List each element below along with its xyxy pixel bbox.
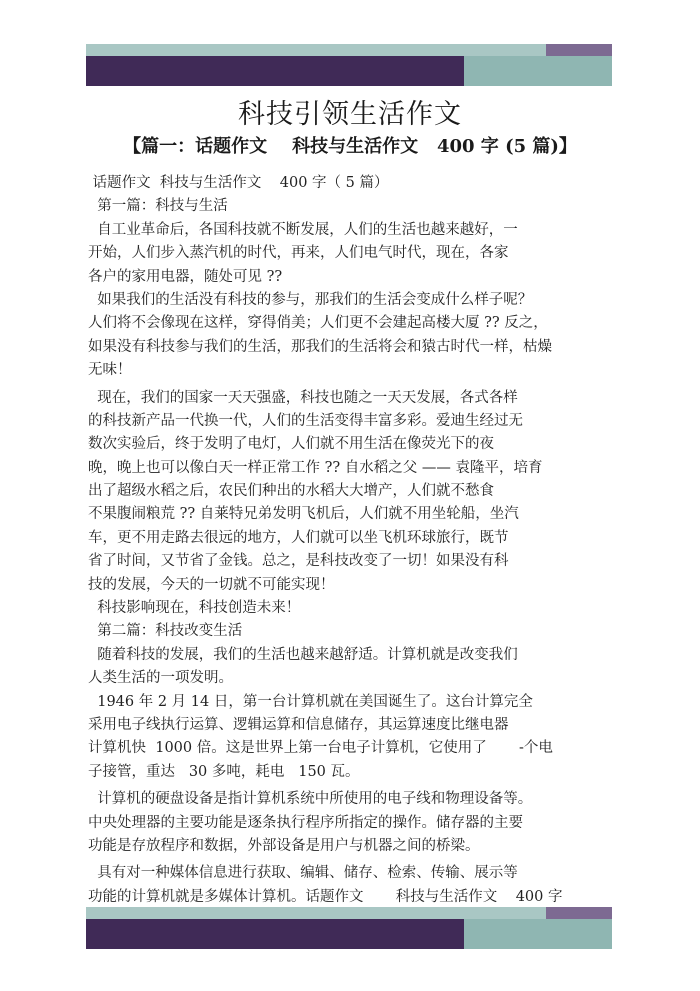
body-line: 采用电子线执行运算、逻辑运算和信息储存，其运算速度比继电器 [88,716,509,733]
body-line: 无味！ [88,362,132,379]
body-line: 如果没有科技参与我们的生活，那我们的生活将会和猿古时代一样，枯燥 [88,338,552,355]
body-line: 车，更不用走路去很远的地方，人们就可以坐飞机环球旅行，既节 [88,529,509,546]
top-band-teal-right [464,56,612,86]
body-line: 功能是存放程序和数据，外部设备是用户与机器之间的桥梁。 [88,837,480,854]
document-title: 科技引领生活作文 [238,99,462,130]
body-line: 第一篇：科技与生活 [88,198,228,215]
body-line: 开始，人们步入蒸汽机的时代，再来，人们电气时代，现在，各家 [88,245,509,262]
body-line: 自工业革命后，各国科技就不断发展，人们的生活也越来越好，一 [88,221,518,238]
top-band-purple-small [546,44,612,56]
body-line: 省了时间，又节省了金钱。总之，是科技改变了一切！如果没有科 [88,553,509,570]
body-line: 科技影响现在，科技创造未来！ [88,600,301,617]
bottom-band-purple-large [86,919,464,949]
body-line: 功能的计算机就是多媒体计算机。话题作文 科技与生活作文 400 字 [88,888,563,905]
document-subtitle: 【篇一：话题作文 科技与生活作文 400 字 (5 篇)】 [123,136,577,157]
bottom-band-purple-small [546,907,612,919]
body-line: 数次实验后，终于发明了电灯，人们就不用生活在像荧光下的夜 [88,436,494,453]
body-line: 晚，晚上也可以像白天一样正常工作 ?? 自水稻之父 —— 袁隆平，培育 [88,459,543,476]
body-line: 随着科技的发展，我们的生活也越来越舒适。计算机就是改变我们 [88,646,518,663]
body-line: 各户的家用电器，随处可见 ?? [88,268,283,285]
body-line: 出了超级水稻之后，农民们种出的水稻大大增产，人们就不愁食 [88,483,494,500]
body-line: 子接管，重达 30 多吨，耗电 150 瓦。 [88,763,360,780]
body-line: 现在，我们的国家一天天强盛，科技也随之一天天发展，各式各样 [88,389,518,406]
body-line: 如果我们的生活没有科技的参与，那我们的生活会变成什么样子呢？ [88,291,533,308]
body-line: 计算机快 1000 倍。这是世界上第一台电子计算机，它使用了 -个电 [88,740,553,757]
bottom-band-teal-right [464,919,612,949]
bottom-band-teal-left [86,907,546,919]
body-line: 计算机的硬盘设备是指计算机系统中所使用的电子线和物理设备等。 [88,791,533,808]
body-line: 人类生活的一项发明。 [88,670,233,687]
body-line: 的科技新产品一代换一代，人们的生活变得丰富多彩。爱迪生经过无 [88,412,523,429]
body-line: 第二篇：科技改变生活 [88,623,243,640]
body-line: 技的发展，今天的一切就不可能实现！ [88,576,335,593]
body-line: 中央处理器的主要功能是逐条执行程序所指定的操作。储存器的主要 [88,814,523,831]
document-body [88,172,608,933]
body-line: 人们将不会像现在这样，穿得俏美；人们更不会建起高楼大厦 ?? 反之， [88,315,548,332]
top-band-teal-left [86,44,546,56]
body-line: 不果腹闹粮荒 ?? 自莱特兄弟发明飞机后，人们就不用坐轮船，坐汽 [88,506,519,523]
body-line: 具有对一种媒体信息进行获取、编辑、储存、检索、传输、展示等 [88,865,518,882]
body-line: 话题作文 科技与生活作文 400 字（ 5 篇） [88,175,389,191]
body-line: 1946 年 2 月 14 日，第一台计算机就在美国诞生了。这台计算完全 [88,693,533,710]
top-band-purple-large [86,56,464,86]
